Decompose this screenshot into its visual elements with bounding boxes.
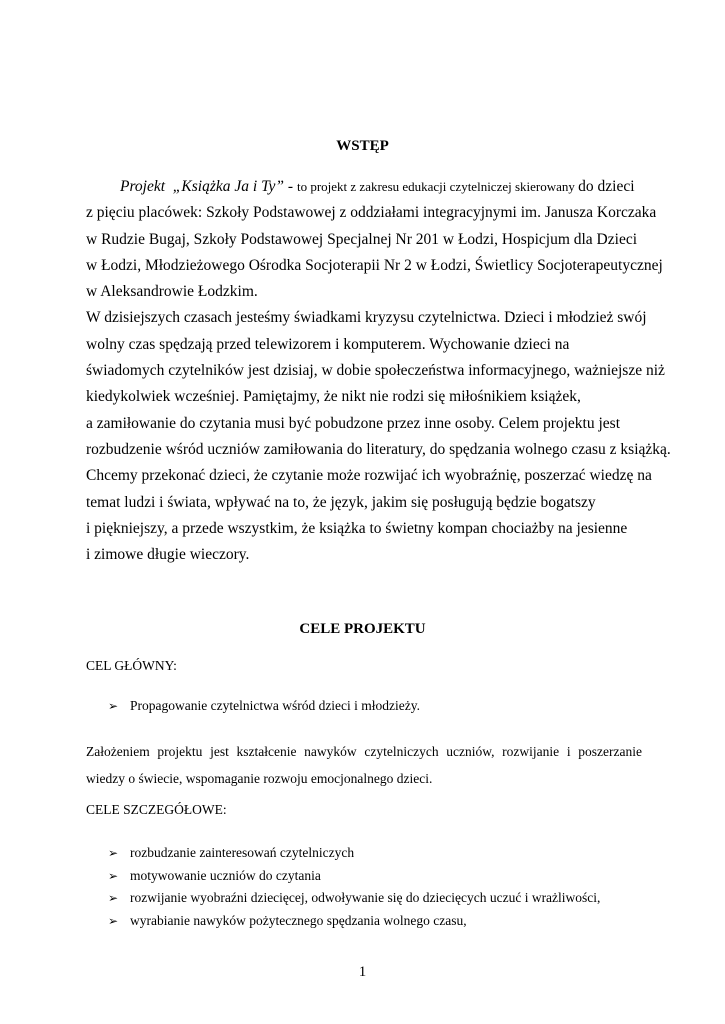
intro-line: w Rudzie Bugaj, Szkoły Podstawowej Specjalnej Nr 201 w Łodzi, Hospicjum dla Dzieci <box>86 230 638 248</box>
intro-line: w Łodzi, Młodzieżowego Ośrodka Socjoterapii Nr 2 w Łodzi, Świetlicy Socjoterapeutycznej <box>86 256 663 274</box>
list-item-text: rozbudzanie zainteresowań czytelniczych <box>130 845 355 860</box>
project-label: Projekt <box>120 178 166 195</box>
main-goal-label: CEL GŁÓWNY: <box>86 658 177 673</box>
intro-line: temat ludzi i świata, wpływać na to, że język, jakim się posługują będzie bogatszy <box>86 493 596 511</box>
specific-goals-list <box>108 842 600 932</box>
assumption-line: Założeniem projektu jest kształcenie nawyków czytelniczych uczniów, rozwijanie i poszerzanie <box>86 744 642 759</box>
project-description-small: to projekt z zakresu edukacji czytelniczej skierowany <box>296 179 579 194</box>
intro-line: w Aleksandrowie Łodzkim. <box>86 283 258 301</box>
main-goal-item <box>108 698 420 714</box>
heading-wstep: WSTĘP <box>336 138 389 154</box>
arrow-bullet-icon: ➢ <box>108 846 119 860</box>
list-item <box>108 842 600 865</box>
intro-line: i piękniejszy, a przede wszystkim, że książka to świetny kompan chociażby na jesienne <box>86 519 628 537</box>
project-name-sep <box>165 178 173 195</box>
intro-line: W dzisiejszych czasach jesteśmy świadkami kryzysu czytelnictwa. Dzieci i młodzież swój <box>86 309 647 327</box>
list-item-text: rozwijanie wyobraźni dziecięcej, odwoływanie się do dziecięcych uczuć i wrażliwości, <box>130 890 601 905</box>
project-description-end: do dzieci <box>578 178 635 195</box>
assumption-line: wiedzy o świecie, wspomaganie rozwoju emocjonalnego dzieci. <box>86 771 433 786</box>
intro-line: Chcemy przekonać dzieci, że czytanie może rozwijać ich wyobraźnię, poszerzać wiedzę na <box>86 467 652 485</box>
intro-line-1 <box>86 174 646 200</box>
intro-line: świadomych czytelników jest dzisiaj, w dobie społeczeństwa informacyjnego, ważniejsze niż <box>86 362 665 380</box>
list-item <box>108 910 600 933</box>
intro-line: kiedykolwiek wcześniej. Pamiętajmy, że nikt nie rodzi się miłośnikiem książek, <box>86 388 581 406</box>
list-item-text: wyrabianie nawyków pożytecznego spędzania wolnego czasu, <box>130 912 467 928</box>
project-dash: - <box>284 178 297 195</box>
project-name: „Książka Ja i Ty” <box>172 178 285 195</box>
page-number: 1 <box>358 964 367 980</box>
intro-paragraph <box>86 174 671 568</box>
specific-goals-label: CELE SZCZEGÓŁOWE: <box>86 802 227 817</box>
list-item-text: motywowanie uczniów do czytania <box>130 867 321 883</box>
intro-line: rozbudzenie wśród uczniów zamiłowania do literatury, do spędzania wolnego czasu z książką. <box>86 440 671 458</box>
main-goal-text: Propagowanie czytelnictwa wśród dzieci i młodzieży. <box>130 698 421 713</box>
intro-line: a zamiłowanie do czytania musi być pobudzone przez inne osoby. Celem projektu jest <box>86 414 621 432</box>
arrow-bullet-icon: ➢ <box>108 891 119 905</box>
list-item <box>108 865 600 888</box>
arrow-bullet-icon: ➢ <box>108 913 119 928</box>
arrow-bullet-icon: ➢ <box>108 698 119 713</box>
intro-line: wolny czas spędzają przed telewizorem i komputerem. Wychowanie dzieci na <box>86 335 570 353</box>
arrow-bullet-icon: ➢ <box>108 868 119 883</box>
heading-cele-projektu: CELE PROJEKTU <box>299 621 426 637</box>
assumption-paragraph <box>86 738 642 792</box>
list-item <box>108 887 600 910</box>
intro-line: i zimowe długie wieczory. <box>86 546 250 564</box>
intro-line: z pięciu placówek: Szkoły Podstawowej z oddziałami integracyjnymi im. Janusza Korczaka <box>86 204 657 222</box>
